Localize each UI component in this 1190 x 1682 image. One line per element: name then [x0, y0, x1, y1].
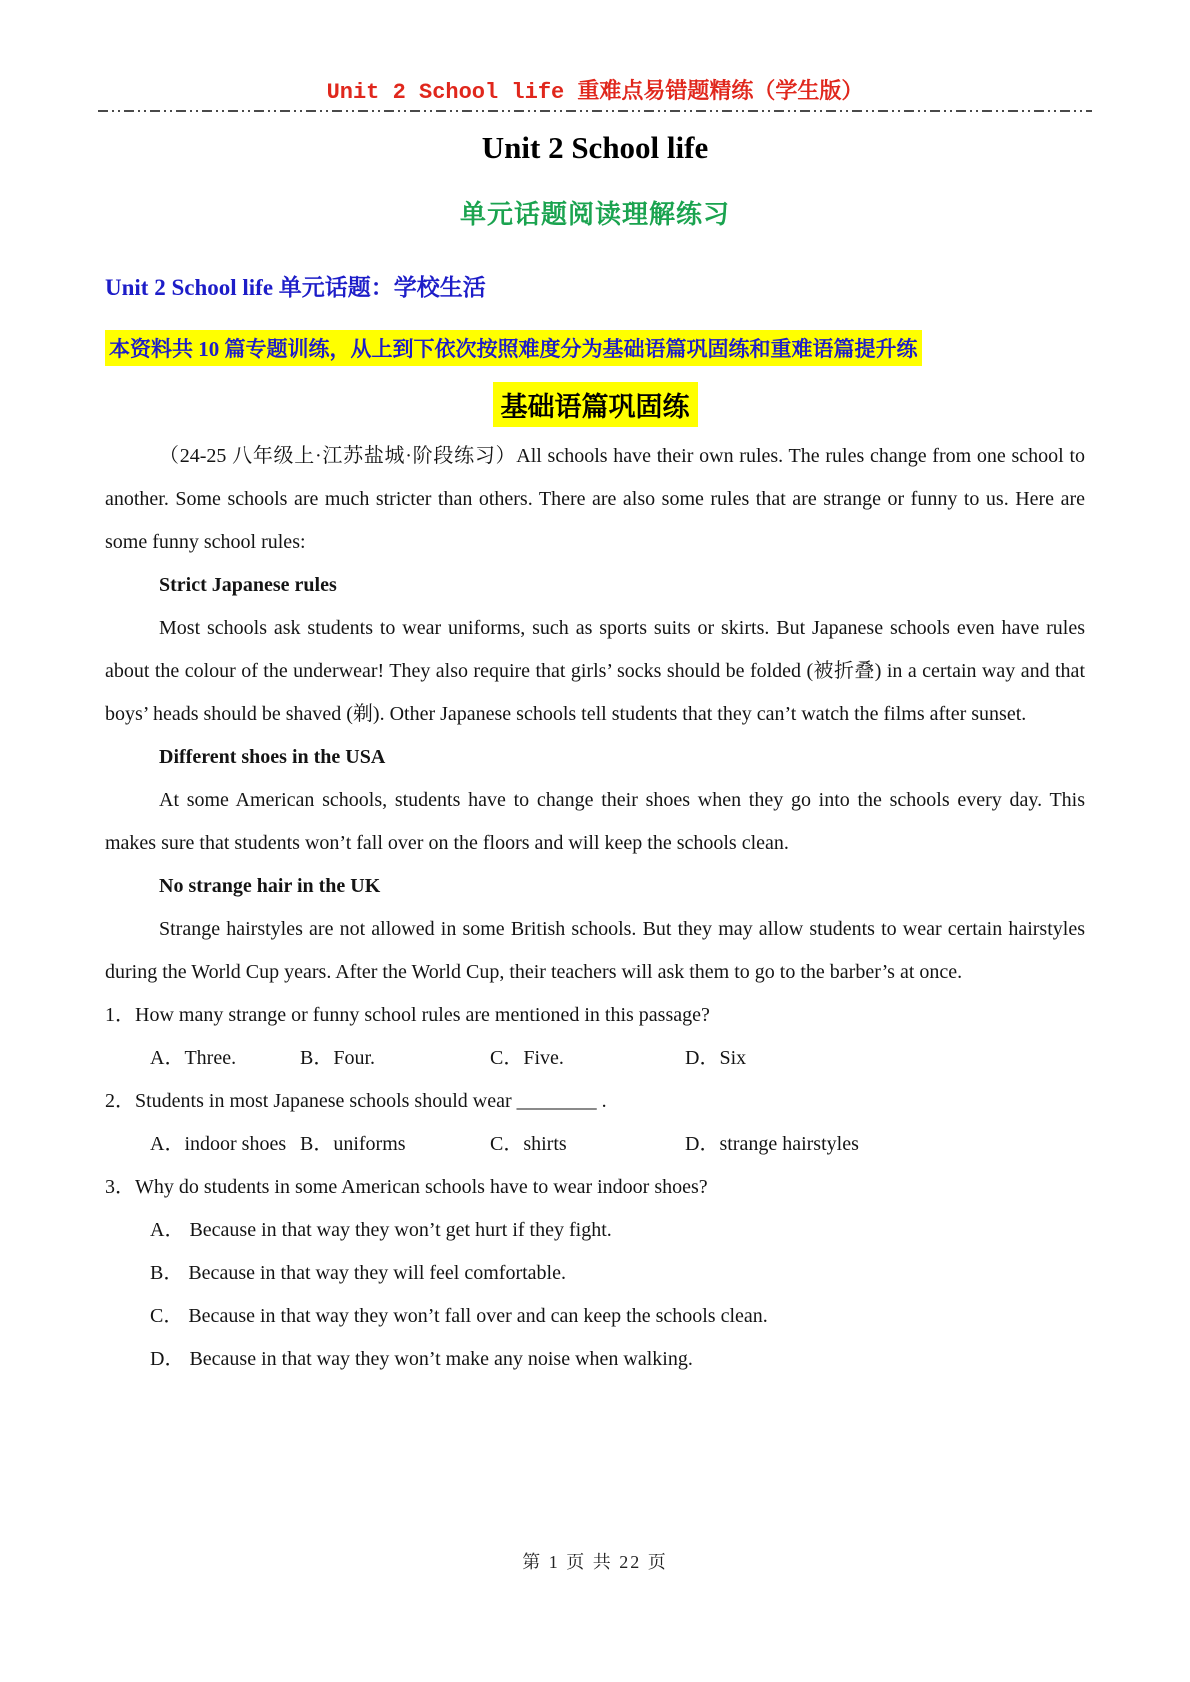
- option-text: Because in that way they won’t fall over and can keep the schools clean.: [188, 1305, 768, 1327]
- option-text: uniforms: [333, 1133, 406, 1155]
- option-c: [490, 1037, 685, 1080]
- option-label: B．: [150, 1262, 184, 1284]
- passage-intro: （24-25 八年级上·江苏盐城·阶段练习）All schools have their own rules. The rules change from one school to another. Some schools are much stricter than others. There are also some rules that are strange or funny to us. Here are some funny school rules:: [105, 445, 1085, 553]
- option-text: Because in that way they won’t make any noise when walking.: [189, 1348, 693, 1370]
- question-number: 3．: [105, 1176, 135, 1198]
- page-footer: 第 1 页 共 22 页: [522, 1552, 668, 1572]
- option-a: [150, 1037, 300, 1080]
- option-label: C．: [150, 1305, 184, 1327]
- passage-section-text: At some American schools, students have to change their shoes when they go into the schools every day. This makes sure that students won’t fall over on the floors and will keep the schools clean.: [105, 789, 1085, 854]
- question-3-option-a: [150, 1209, 1085, 1252]
- option-label: B．: [300, 1047, 334, 1069]
- option-text: Six: [719, 1047, 747, 1069]
- option-d: [685, 1123, 1085, 1166]
- option-a: [150, 1123, 300, 1166]
- passage-section-heading: No strange hair in the UK: [159, 875, 381, 897]
- option-label: D．: [685, 1047, 720, 1069]
- option-text: indoor shoes: [184, 1133, 287, 1155]
- notice-row: [105, 330, 1085, 366]
- question-number: 1．: [105, 1004, 135, 1026]
- option-label: D．: [150, 1348, 185, 1370]
- question-2-options: [150, 1123, 1085, 1166]
- question-2: [105, 1080, 1085, 1123]
- question-3-option-b: [150, 1252, 1085, 1295]
- notice-banner: 本资料共 10 篇专题训练，从上到下依次按照难度分为基础语篇巩固练和重难语篇提升练: [105, 330, 922, 366]
- reading-passage: [105, 435, 1085, 994]
- option-text: shirts: [523, 1133, 567, 1155]
- question-text: Students in most Japanese schools should wear ________ .: [135, 1090, 607, 1112]
- option-label: A．: [150, 1133, 185, 1155]
- page-content: [105, 269, 1085, 1381]
- question-number: 2．: [105, 1090, 135, 1112]
- option-text: Three.: [184, 1047, 237, 1069]
- question-3-option-d: [150, 1338, 1085, 1381]
- option-d: [685, 1037, 1085, 1080]
- passage-section-text: Most schools ask students to wear uniforms, such as sports suits or skirts. But Japanese schools even have rules about the colour of the underwear! They also require that girls’ socks should be folded (被折叠) in a certain way and that boys’ heads should be shaved (剃). Other Japanese schools tell students that they can’t watch the films after sunset.: [105, 617, 1085, 725]
- option-text: Five.: [523, 1047, 564, 1069]
- question-list: [105, 994, 1085, 1381]
- option-label: C．: [490, 1133, 524, 1155]
- document-header-title: Unit 2 School life 重难点易错题精练（学生版）: [326, 80, 864, 105]
- option-text: Because in that way they won’t get hurt if they fight.: [189, 1219, 612, 1241]
- topic-heading: Unit 2 School life 单元话题：学校生活: [105, 275, 486, 300]
- option-b: [300, 1037, 490, 1080]
- option-label: A．: [150, 1047, 185, 1069]
- option-label: D．: [685, 1133, 720, 1155]
- question-text: Why do students in some American schools have to wear indoor shoes?: [135, 1176, 708, 1198]
- option-c: [490, 1123, 685, 1166]
- section-title-row: [105, 382, 1085, 427]
- header-divider-line: [98, 110, 1092, 112]
- option-text: Four.: [333, 1047, 376, 1069]
- option-text: Because in that way they will feel comfortable.: [188, 1262, 566, 1284]
- question-3-option-c: [150, 1295, 1085, 1338]
- question-3: [105, 1166, 1085, 1209]
- passage-section-heading: Different shoes in the USA: [159, 746, 386, 768]
- section-title-highlight: 基础语篇巩固练: [493, 382, 698, 427]
- question-1-options: [150, 1037, 1085, 1080]
- option-label: C．: [490, 1047, 524, 1069]
- question-1: [105, 994, 1085, 1037]
- option-b: [300, 1123, 490, 1166]
- passage-section-heading: Strict Japanese rules: [159, 574, 337, 596]
- option-text: strange hairstyles: [719, 1133, 859, 1155]
- page-subtitle: 单元话题阅读理解练习: [459, 200, 730, 229]
- option-label: B．: [300, 1133, 334, 1155]
- question-text: How many strange or funny school rules are mentioned in this passage?: [135, 1004, 710, 1026]
- option-label: A．: [150, 1219, 185, 1241]
- passage-section-text: Strange hairstyles are not allowed in some British schools. But they may allow students to wear certain hairstyles during the World Cup years. After the World Cup, their teachers will ask them to go to the barber’s at once.: [105, 918, 1085, 983]
- page-title: Unit 2 School life: [481, 130, 709, 165]
